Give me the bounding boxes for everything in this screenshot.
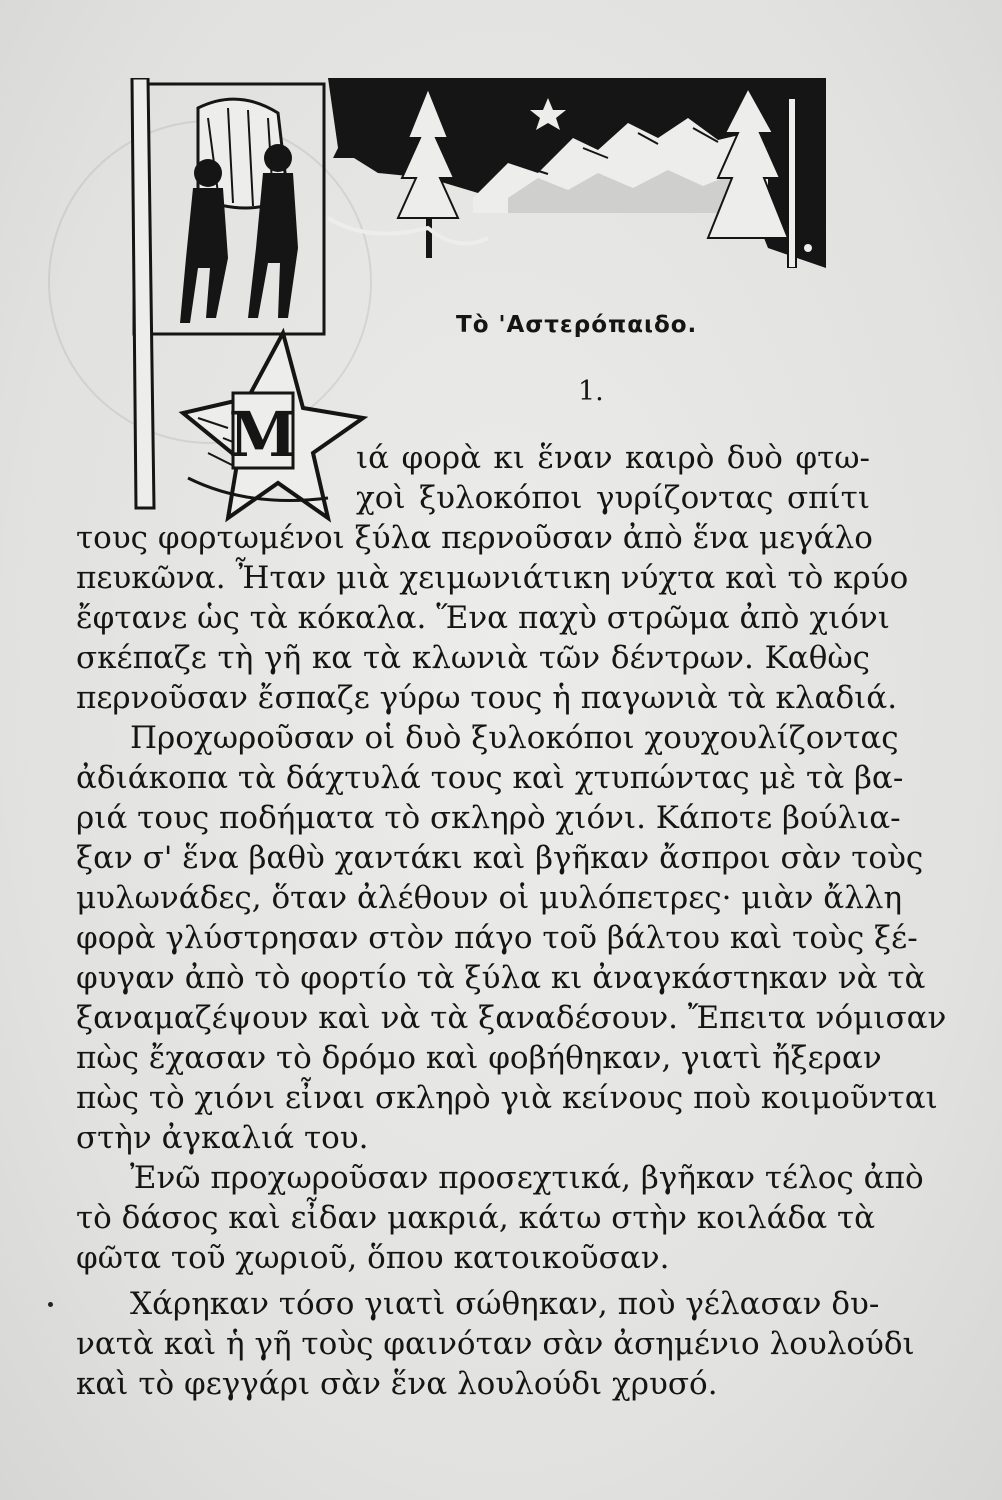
text-line: τὸ δάσος καὶ εἶδαν μακριά, κάτω στὴν κοιλάδα τὰ: [76, 1200, 876, 1236]
text-line: σκέπαζε τὴ γῆ κα τὰ κλωνιὰ τῶν δέντρων. Καθὼς: [76, 640, 870, 676]
text-line: φυγαν ἀπὸ τὸ φορτίο τὰ ξύλα κι ἀναγκάστηκαν νὰ τὰ: [76, 960, 926, 996]
text-line: στὴν ἀγκαλιά του.: [76, 1120, 369, 1156]
text-line: ιά φορὰ κι ἕναν καιρὸ δυὸ φτω-: [356, 440, 870, 476]
margin-dot: [48, 1302, 53, 1307]
text-line: πευκῶνα. Ἦταν μιὰ χειμωνιάτικη νύχτα καὶ τὸ κρύο: [76, 560, 909, 596]
text-line: ἔφτανε ὡς τὰ κόκαλα. Ἕνα παχὺ στρῶμα ἀπὸ χιόνι: [76, 600, 890, 636]
text-line: χοὶ ξυλοκόποι γυρίζοντας σπίτι: [356, 480, 870, 516]
text-line: Προχωροῦσαν οἱ δυὸ ξυλοκόποι χουχουλίζοντας: [130, 720, 899, 756]
page-title: Τὸ 'Αστερόπαιδο.: [456, 312, 698, 338]
text-line: πὼς ἔχασαν τὸ δρόμο καὶ φοβήθηκαν, γιατὶ ἤξεραν: [76, 1040, 882, 1076]
text-line: νατὰ καὶ ἡ γῆ τοὺς φαινόταν σὰν ἀσημένιο λουλούδι: [76, 1326, 915, 1362]
text-line: Ἐνῶ προχωροῦσαν προσεχτικά, βγῆκαν τέλος ἀπὸ: [130, 1160, 924, 1196]
drop-cap: Μ: [228, 398, 298, 471]
text-line: τους φορτωμένοι ξύλα περνοῦσαν ἀπὸ ἕνα μεγάλο: [76, 520, 873, 556]
text-line: Χάρηκαν τόσο γιατὶ σώθηκαν, ποὺ γέλασαν δυ-: [130, 1286, 880, 1322]
section-number: 1.: [578, 376, 604, 407]
text-line: πὼς τὸ χιόνι εἶναι σκληρὸ γιὰ κείνους ποὺ κοιμοῦνται: [76, 1080, 938, 1116]
text-line: περνοῦσαν ἔσπαζε γύρω τους ἡ παγωνιὰ τὰ κλαδιά.: [76, 680, 898, 716]
text-line: ριά τους ποδήματα τὸ σκληρὸ χιόνι. Κάποτε βούλια-: [76, 800, 901, 836]
text-line: φορὰ γλύστρησαν στὸν πάγο τοῦ βάλτου καὶ τοὺς ξέ-: [76, 920, 918, 956]
text-line: ξαν σ' ἕνα βαθὺ χαντάκι καὶ βγῆκαν ἄσπροι σὰν τοὺς: [76, 840, 924, 876]
text-line: ξαναμαζέψουν καὶ νὰ τὰ ξαναδέσουν. Ἔπειτα νόμισαν: [76, 1000, 947, 1036]
text-line: φῶτα τοῦ χωριοῦ, ὅπου κατοικοῦσαν.: [76, 1240, 670, 1276]
text-line: ἀδιάκοπα τὰ δάχτυλά τους καὶ χτυπώντας μὲ τὰ βα-: [76, 760, 904, 796]
text-line: καὶ τὸ φεγγάρι σὰν ἕνα λουλούδι χρυσό.: [76, 1366, 718, 1402]
text-line: μυλωνάδες, ὅταν ἀλέθουν οἱ μυλόπετρες· μιὰν ἄλλη: [76, 880, 903, 916]
woodcutters-illustration-icon: [128, 78, 368, 538]
